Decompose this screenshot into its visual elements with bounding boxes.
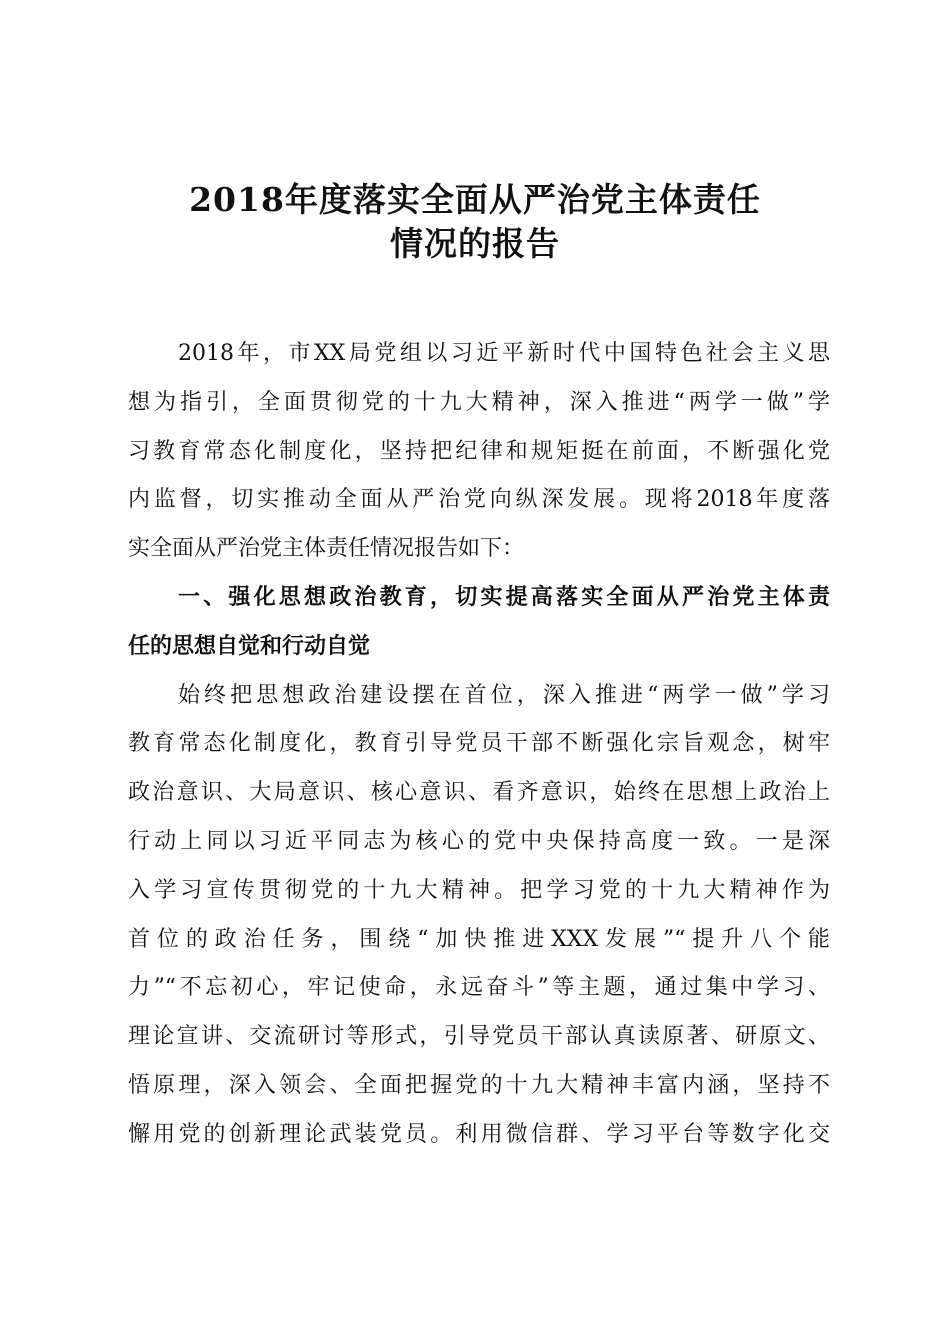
paragraph-2-line-2: 教育常态化制度化，教育引导党员干部不断强化宗旨观念，树牢 — [128, 731, 830, 757]
paragraph-1-line-2: 想为指引，全面贯彻党的十九大精神，深入推进“两学一做”学 — [128, 389, 830, 415]
document-title — [0, 178, 950, 266]
paragraph-1-line-5: 实全面从严治党主体责任情况报告如下： — [128, 536, 525, 562]
section-heading-line-2: 任的思想自觉和行动自觉 — [128, 633, 371, 659]
paragraph-2-line-1: 始终把思想政治建设摆在首位，深入推进“两学一做”学习 — [178, 682, 830, 708]
section-heading-line-1: 一、强化思想政治教育，切实提高落实全面从严治党主体责 — [178, 584, 830, 610]
paragraph-2-line-6: 首位的政治任务，围绕“加快推进XXX发展”“提升八个能 — [128, 926, 830, 952]
paragraph-1-line-4: 内监督，切实推动全面从严治党向纵深发展。现将2018年度落 — [128, 487, 830, 513]
paragraph-1-line-3: 习教育常态化制度化，坚持把纪律和规矩挺在前面，不断强化党 — [128, 438, 830, 464]
paragraph-2-line-8: 理论宣讲、交流研讨等形式，引导党员干部认真读原著、研原文、 — [128, 1024, 830, 1050]
paragraph-2-line-5: 入学习宣传贯彻党的十九大精神。把学习党的十九大精神作为 — [128, 877, 830, 903]
title-line-2: 情况的报告 — [390, 224, 560, 263]
title-line-1: 2018年度落实全面从严治党主体责任 — [189, 180, 761, 219]
paragraph-2-line-10: 懈用党的创新理论武装党员。利用微信群、学习平台等数字化交 — [128, 1121, 830, 1147]
paragraph-1-line-1: 2018年，市XX局党组以习近平新时代中国特色社会主义思 — [178, 341, 830, 366]
paragraph-2-line-7: 力”“不忘初心，牢记使命，永远奋斗”等主题，通过集中学习、 — [128, 975, 830, 1001]
document-body — [128, 330, 830, 1160]
paragraph-2-line-9: 悟原理，深入领会、全面把握党的十九大精神丰富内涵，坚持不 — [128, 1072, 830, 1098]
paragraph-2-line-4: 行动上同以习近平同志为核心的党中央保持高度一致。一是深 — [128, 828, 830, 854]
paragraph-2-line-3: 政治意识、大局意识、核心意识、看齐意识，始终在思想上政治上 — [128, 780, 830, 806]
